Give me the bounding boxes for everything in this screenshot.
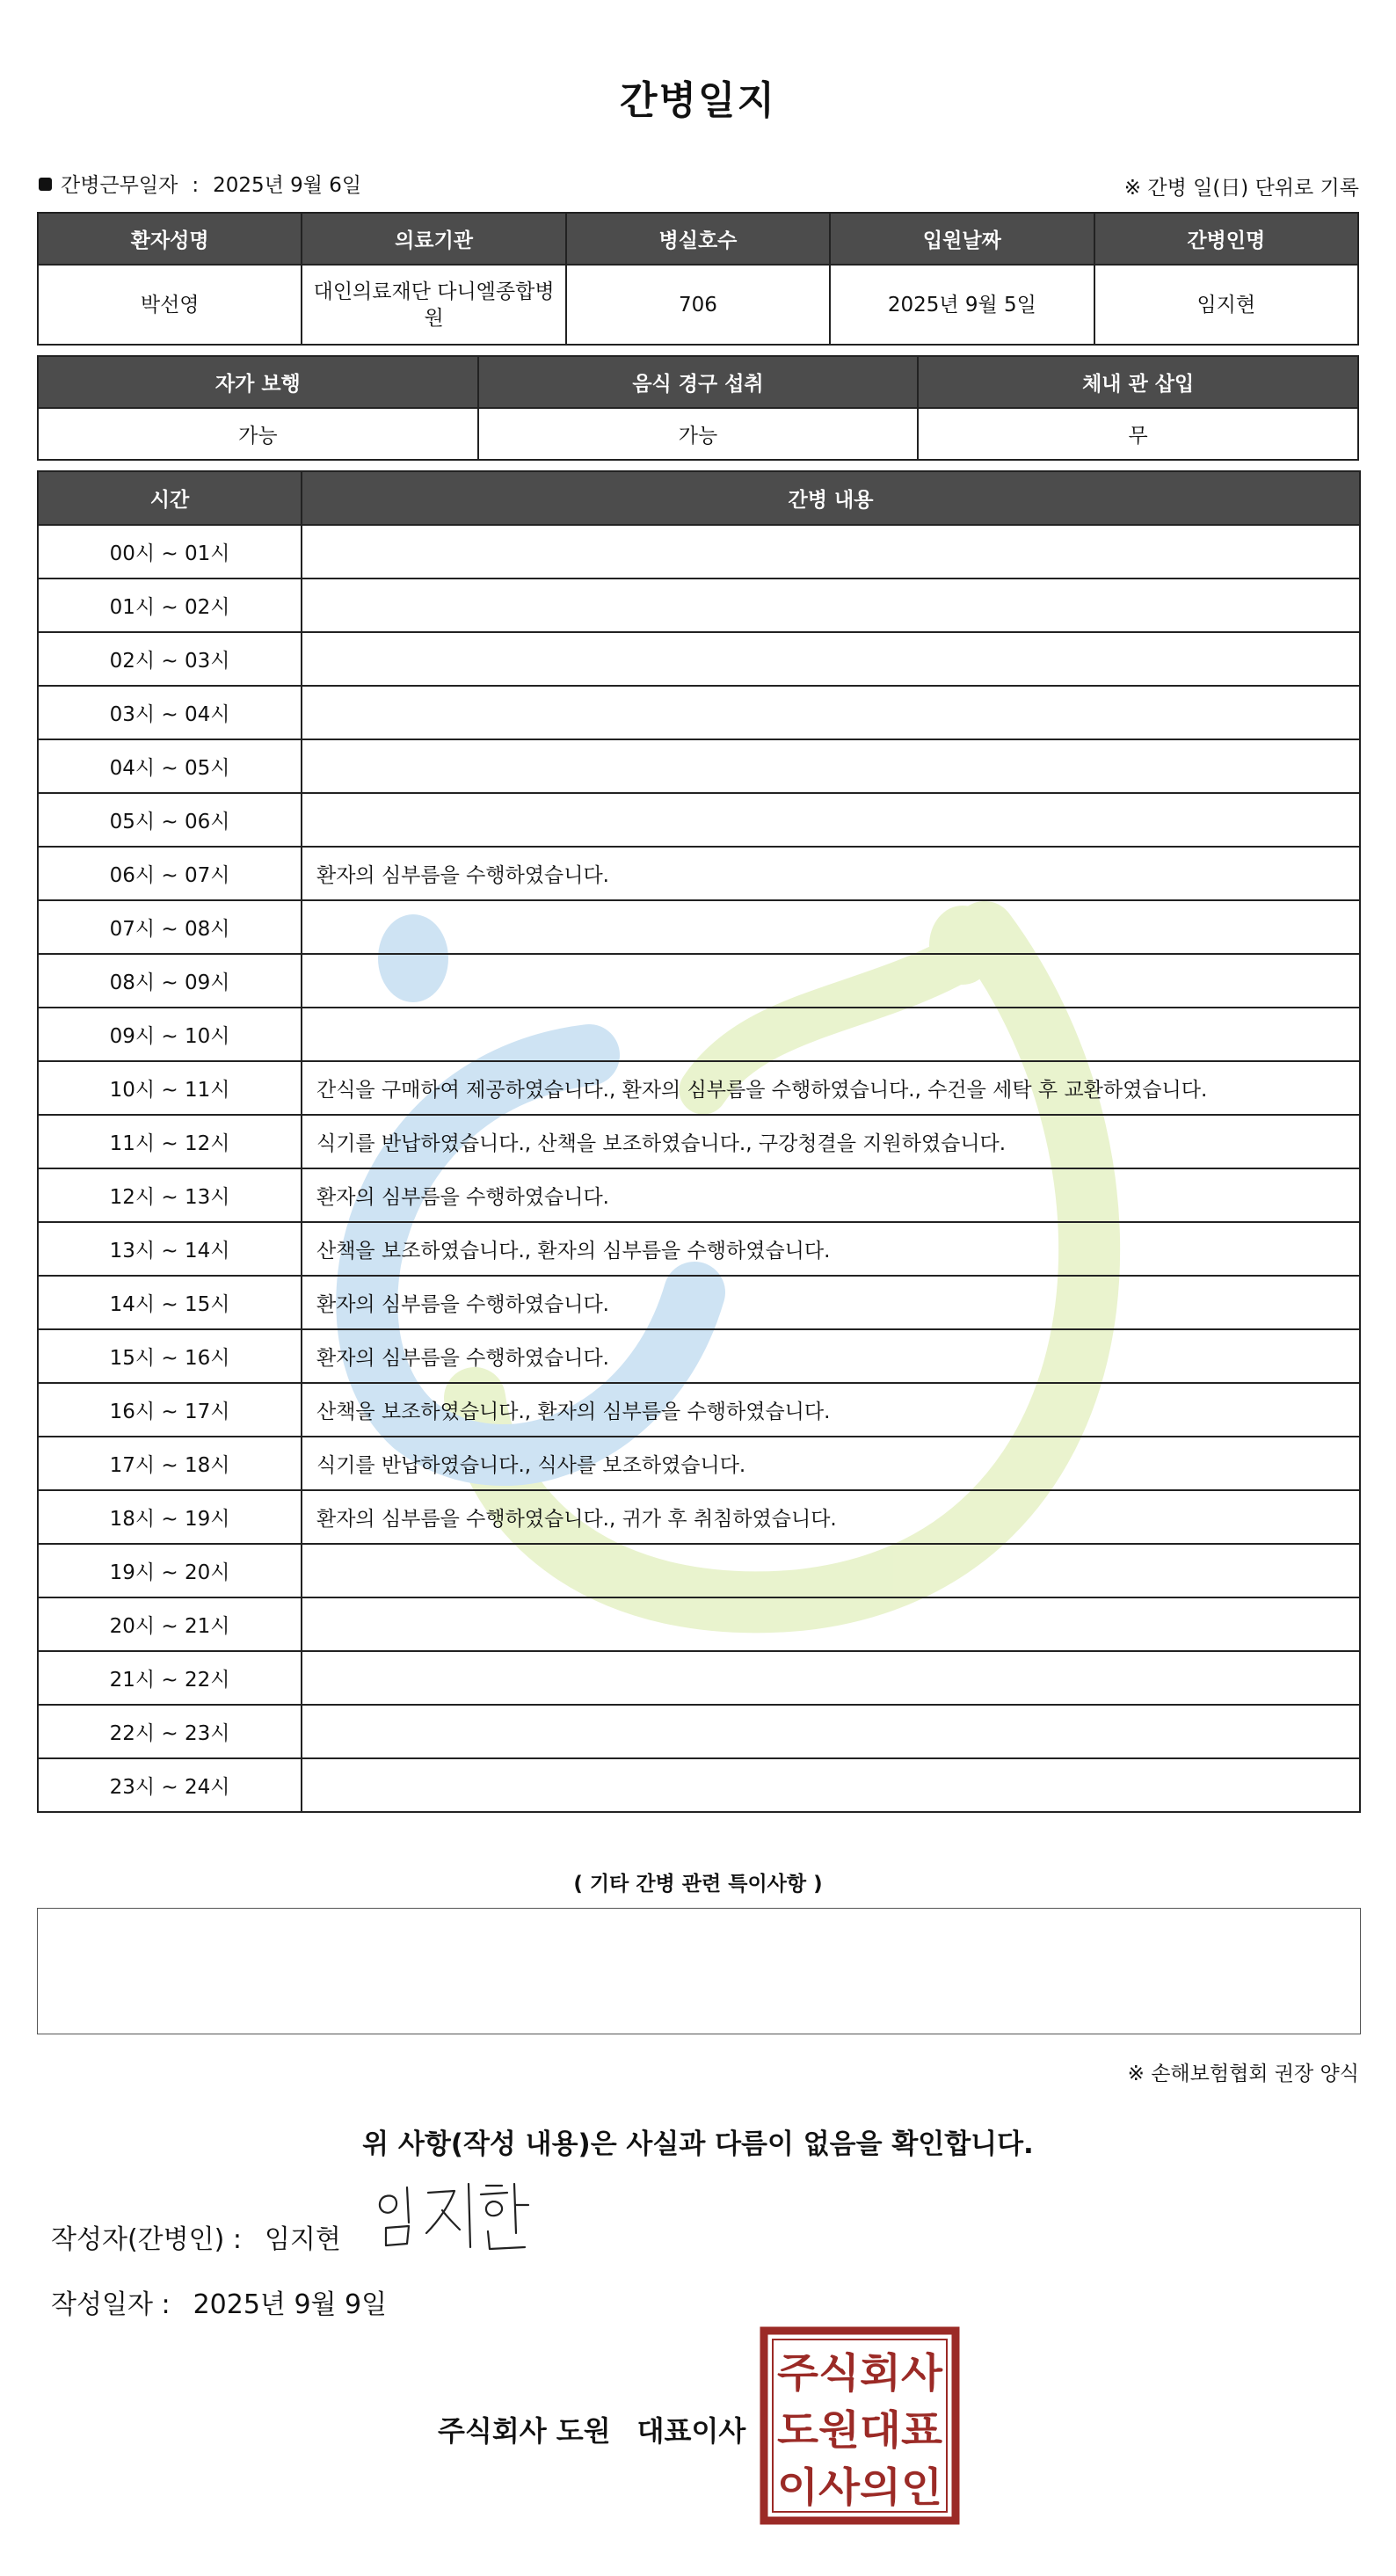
time-slot: 14시 ~ 15시 <box>38 1276 302 1329</box>
table-row <box>38 1544 1360 1597</box>
table-row <box>38 632 1360 686</box>
handwritten-signature <box>374 2179 541 2258</box>
care-content: 환자의 심부름을 수행하였습니다. <box>302 1168 1360 1222</box>
time-slot: 07시 ~ 08시 <box>38 900 302 954</box>
table-row <box>38 686 1360 739</box>
table-header-row <box>38 356 1358 408</box>
care-content <box>302 793 1360 847</box>
table-row <box>38 793 1360 847</box>
svg-text:이사의인: 이사의인 <box>777 2463 942 2511</box>
table-header-row <box>38 213 1358 265</box>
header-tube-insertion: 체내 관 삽입 <box>918 356 1358 408</box>
writer-label: 작성자(간병인) : <box>51 2224 242 2255</box>
work-date-value: 2025년 9월 6일 <box>213 174 362 197</box>
square-bullet-icon <box>39 178 52 191</box>
care-content <box>302 1705 1360 1758</box>
care-content: 환자의 심부름을 수행하였습니다. <box>302 847 1360 900</box>
confirmation-statement: 위 사항(작성 내용)은 사실과 다름이 없음을 확인합니다. <box>362 2128 1034 2160</box>
care-content: 산책을 보조하였습니다., 환자의 심부름을 수행하였습니다. <box>302 1383 1360 1437</box>
care-content <box>302 900 1360 954</box>
patient-info-table <box>37 212 1359 346</box>
company-seal-stamp <box>759 2325 961 2526</box>
room-number: 706 <box>566 265 830 345</box>
hospital-name: 대인의료재단 다니엘종합병원 <box>302 265 565 345</box>
table-row <box>38 525 1360 579</box>
patient-name: 박선영 <box>38 265 302 345</box>
table-row <box>38 1437 1360 1490</box>
table-row <box>38 847 1360 900</box>
writer-name: 임지현 <box>264 2224 341 2255</box>
svg-text:도원대표: 도원대표 <box>777 2406 943 2454</box>
care-content: 식기를 반납하였습니다., 산책을 보조하였습니다., 구강청결을 지원하였습니다. <box>302 1115 1360 1168</box>
table-row <box>38 1168 1360 1222</box>
work-date-label: 간병근무일자 <box>61 174 178 197</box>
care-content: 환자의 심부름을 수행하였습니다., 귀가 후 취침하였습니다. <box>302 1490 1360 1544</box>
care-content <box>302 1544 1360 1597</box>
table-row <box>38 408 1358 460</box>
care-content <box>302 1597 1360 1651</box>
time-slot: 12시 ~ 13시 <box>38 1168 302 1222</box>
time-slot: 10시 ~ 11시 <box>38 1061 302 1115</box>
work-date-line: 간병근무일자 : 2025년 9월 6일 <box>39 169 361 198</box>
document-title: 간병일지 <box>619 78 776 123</box>
table-row <box>38 1061 1360 1115</box>
care-content: 환자의 심부름을 수행하였습니다. <box>302 1329 1360 1383</box>
time-slot: 09시 ~ 10시 <box>38 1008 302 1061</box>
care-content: 환자의 심부름을 수행하였습니다. <box>302 1276 1360 1329</box>
header-admission-date: 입원날짜 <box>830 213 1094 265</box>
company-name: 주식회사 도원 <box>438 2414 611 2448</box>
care-content <box>302 525 1360 579</box>
header-patient-name: 환자성명 <box>38 213 302 265</box>
self-walking-value: 가능 <box>38 408 478 460</box>
tube-insertion-value: 무 <box>918 408 1358 460</box>
remarks-title: ( 기타 간병 관련 특이사항 ) <box>573 1873 823 1896</box>
time-slot: 18시 ~ 19시 <box>38 1490 302 1544</box>
header-caregiver-name: 간병인명 <box>1094 213 1358 265</box>
oral-intake-value: 가능 <box>478 408 919 460</box>
hourly-care-log-table <box>37 470 1361 1813</box>
patient-status-table <box>37 355 1359 461</box>
table-row <box>38 1597 1360 1651</box>
time-slot: 03시 ~ 04시 <box>38 686 302 739</box>
table-row <box>38 739 1360 793</box>
table-header-row <box>38 471 1360 525</box>
header-oral-intake: 음식 경구 섭취 <box>478 356 919 408</box>
header-self-walking: 자가 보행 <box>38 356 478 408</box>
time-slot: 13시 ~ 14시 <box>38 1222 302 1276</box>
table-row <box>38 1276 1360 1329</box>
care-content <box>302 1651 1360 1705</box>
table-row <box>38 1758 1360 1812</box>
form-source-note: ※ 손해보험협회 권장 양식 <box>1127 2063 1359 2085</box>
written-date-label: 작성일자 : <box>51 2289 171 2320</box>
caregiver-name: 임지현 <box>1094 265 1358 345</box>
table-row <box>38 1651 1360 1705</box>
table-row <box>38 1222 1360 1276</box>
care-content <box>302 954 1360 1008</box>
time-slot: 04시 ~ 05시 <box>38 739 302 793</box>
log-rows <box>38 525 1360 1812</box>
care-content <box>302 686 1360 739</box>
time-slot: 00시 ~ 01시 <box>38 525 302 579</box>
time-slot: 19시 ~ 20시 <box>38 1544 302 1597</box>
table-row <box>38 265 1358 345</box>
table-row <box>38 1490 1360 1544</box>
daily-record-note: ※ 간병 일(日) 단위로 기록 <box>1123 177 1359 200</box>
care-content <box>302 1008 1360 1061</box>
header-hospital: 의료기관 <box>302 213 565 265</box>
table-row <box>38 1008 1360 1061</box>
remarks-box <box>37 1908 1361 2034</box>
company-signature-line <box>438 2409 745 2449</box>
header-care-content: 간병 내용 <box>302 471 1360 525</box>
time-slot: 08시 ~ 09시 <box>38 954 302 1008</box>
time-slot: 11시 ~ 12시 <box>38 1115 302 1168</box>
table-row <box>38 1115 1360 1168</box>
time-slot: 01시 ~ 02시 <box>38 579 302 632</box>
time-slot: 20시 ~ 21시 <box>38 1597 302 1651</box>
time-slot: 21시 ~ 22시 <box>38 1651 302 1705</box>
time-slot: 06시 ~ 07시 <box>38 847 302 900</box>
time-slot: 23시 ~ 24시 <box>38 1758 302 1812</box>
company-role: 대표이사 <box>636 2414 746 2448</box>
written-date-line <box>51 2282 387 2321</box>
header-time: 시간 <box>38 471 302 525</box>
care-content: 식기를 반납하였습니다., 식사를 보조하였습니다. <box>302 1437 1360 1490</box>
table-row <box>38 1383 1360 1437</box>
time-slot: 15시 ~ 16시 <box>38 1329 302 1383</box>
writer-line <box>51 2217 341 2256</box>
header-room-number: 병실호수 <box>566 213 830 265</box>
time-slot: 17시 ~ 18시 <box>38 1437 302 1490</box>
care-content: 산책을 보조하였습니다., 환자의 심부름을 수행하였습니다. <box>302 1222 1360 1276</box>
care-content <box>302 579 1360 632</box>
time-slot: 16시 ~ 17시 <box>38 1383 302 1437</box>
care-content: 간식을 구매하여 제공하였습니다., 환자의 심부름을 수행하였습니다., 수건을 세탁 후 교환하였습니다. <box>302 1061 1360 1115</box>
care-content <box>302 739 1360 793</box>
time-slot: 02시 ~ 03시 <box>38 632 302 686</box>
table-row <box>38 954 1360 1008</box>
care-content <box>302 1758 1360 1812</box>
svg-text:주식회사: 주식회사 <box>777 2349 943 2397</box>
table-row <box>38 1705 1360 1758</box>
care-content <box>302 632 1360 686</box>
table-row <box>38 579 1360 632</box>
time-slot: 05시 ~ 06시 <box>38 793 302 847</box>
admission-date: 2025년 9월 5일 <box>830 265 1094 345</box>
written-date-value: 2025년 9월 9일 <box>193 2289 388 2320</box>
table-row <box>38 1329 1360 1383</box>
table-row <box>38 900 1360 954</box>
time-slot: 22시 ~ 23시 <box>38 1705 302 1758</box>
